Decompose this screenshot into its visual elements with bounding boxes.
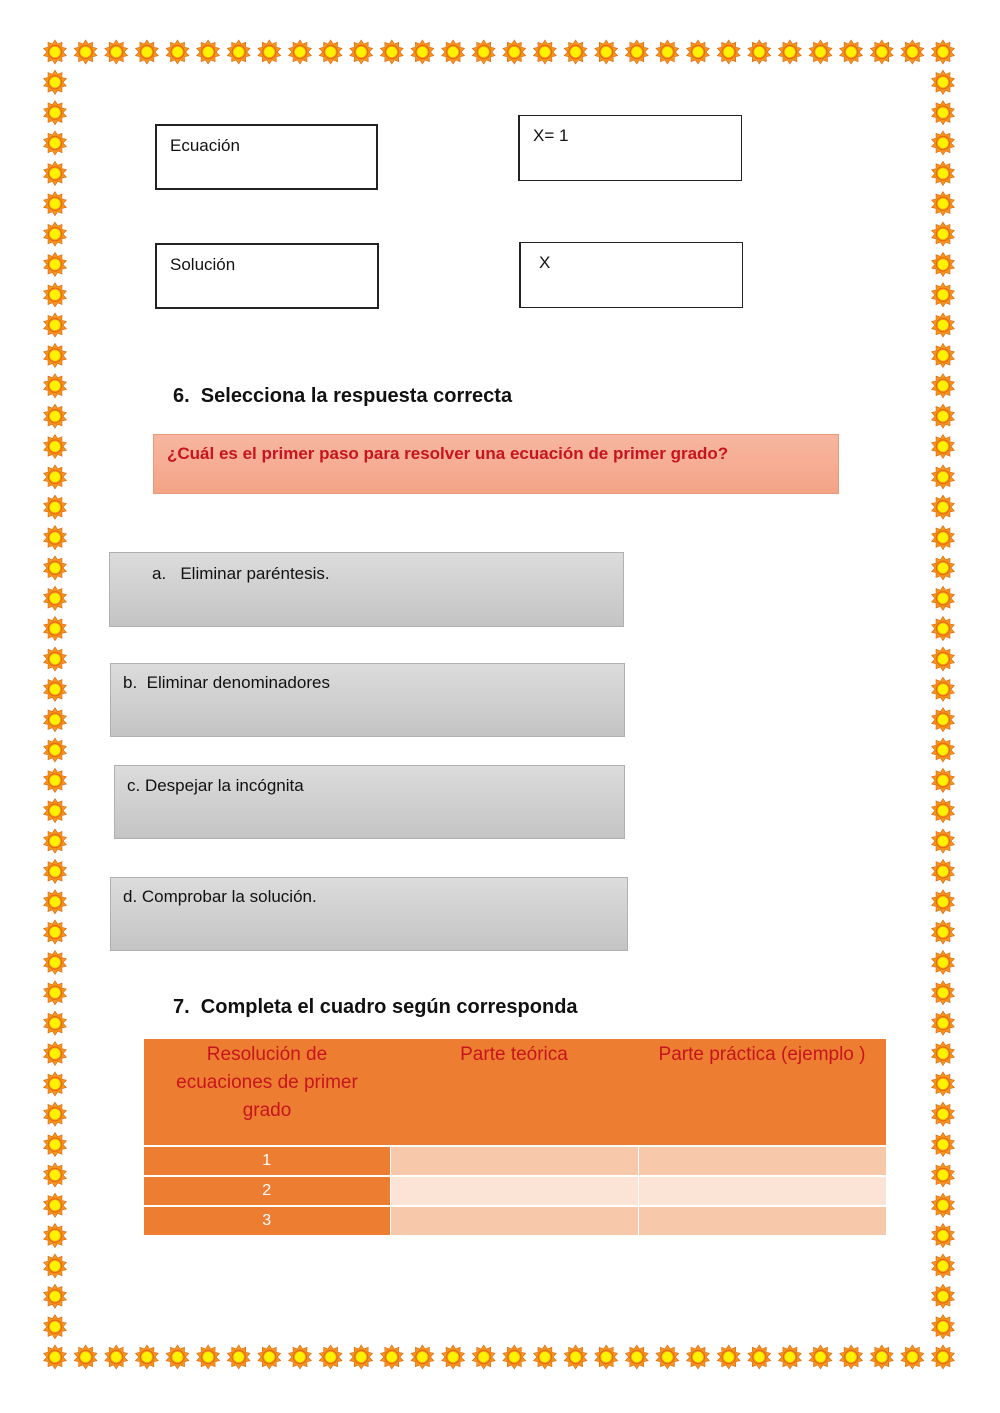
sun-icon	[932, 890, 955, 914]
sun-icon	[595, 1345, 618, 1369]
sun-icon	[105, 1345, 128, 1369]
sun-icon	[932, 70, 955, 94]
sun-icon	[932, 192, 955, 216]
sun-icon	[411, 1345, 434, 1369]
sun-icon	[442, 1345, 465, 1369]
sun-icon	[932, 1315, 955, 1339]
sun-icon	[44, 526, 67, 550]
sun-icon	[350, 1345, 373, 1369]
match-box-x[interactable]	[519, 242, 743, 308]
sun-icon	[932, 829, 955, 853]
sun-icon	[932, 981, 955, 1005]
sun-icon	[932, 1163, 955, 1187]
sun-icon	[932, 404, 955, 428]
sun-icon	[289, 40, 312, 64]
row-number: 1	[144, 1146, 390, 1176]
sun-icon	[932, 1133, 955, 1157]
sun-icon	[901, 40, 924, 64]
sun-icon	[44, 768, 67, 792]
sun-icon	[932, 859, 955, 883]
sun-icon	[932, 920, 955, 944]
sun-icon	[503, 1345, 526, 1369]
sun-icon	[44, 829, 67, 853]
sun-icon	[932, 1011, 955, 1035]
sun-icon	[258, 40, 281, 64]
sun-icon	[166, 40, 189, 64]
row-number: 2	[144, 1176, 390, 1206]
sun-icon	[44, 1042, 67, 1066]
section-7-heading: 7. Completa el cuadro según corresponda	[173, 996, 578, 1018]
sun-icon	[44, 344, 67, 368]
sun-icon	[136, 1345, 159, 1369]
sun-icon	[932, 1102, 955, 1126]
table-row	[144, 1176, 886, 1206]
sun-icon	[44, 1193, 67, 1217]
sun-icon	[687, 40, 710, 64]
sun-icon	[44, 495, 67, 519]
option-a[interactable]	[109, 552, 624, 627]
sun-icon	[319, 1345, 342, 1369]
sun-icon	[44, 435, 67, 459]
sun-icon	[932, 586, 955, 610]
sun-icon	[932, 677, 955, 701]
sun-icon	[319, 40, 342, 64]
sun-icon	[779, 1345, 802, 1369]
sun-icon	[44, 677, 67, 701]
sun-icon	[74, 40, 97, 64]
sun-icon	[44, 1133, 67, 1157]
sun-icon	[901, 1345, 924, 1369]
sun-icon	[44, 1284, 67, 1308]
row-number: 3	[144, 1206, 390, 1236]
sun-icon	[44, 374, 67, 398]
practica-cell[interactable]	[638, 1176, 886, 1206]
sun-icon	[44, 252, 67, 276]
sun-icon	[197, 1345, 220, 1369]
sun-icon	[44, 799, 67, 823]
sun-icon	[748, 40, 771, 64]
option-b[interactable]	[110, 663, 625, 737]
sun-icon	[932, 435, 955, 459]
sun-icon	[534, 40, 557, 64]
sun-icon	[932, 1284, 955, 1308]
sun-icon	[932, 1254, 955, 1278]
sun-icon	[44, 920, 67, 944]
sun-icon	[44, 859, 67, 883]
match-box-label: Solución	[170, 255, 236, 274]
sun-icon	[932, 374, 955, 398]
sun-icon	[687, 1345, 710, 1369]
match-box-ecuacion[interactable]	[155, 124, 378, 190]
sun-icon	[44, 70, 67, 94]
sun-icon	[932, 556, 955, 580]
match-box-solucion[interactable]	[155, 243, 379, 309]
sun-icon	[779, 40, 802, 64]
table-row	[144, 1146, 886, 1176]
sun-icon	[870, 1345, 893, 1369]
sun-icon	[932, 1072, 955, 1096]
option-label: c. Despejar la incógnita	[127, 776, 304, 795]
sun-icon	[44, 1102, 67, 1126]
option-label: d. Comprobar la solución.	[123, 887, 317, 906]
sun-icon	[932, 1193, 955, 1217]
teorica-cell[interactable]	[390, 1176, 638, 1206]
practica-cell[interactable]	[638, 1146, 886, 1176]
sun-icon	[932, 313, 955, 337]
sun-icon	[74, 1345, 97, 1369]
sun-icon	[932, 161, 955, 185]
sun-icon	[564, 1345, 587, 1369]
sun-icon	[932, 40, 955, 64]
table-header-teorica: Parte teórica	[390, 1039, 638, 1146]
sun-icon	[44, 192, 67, 216]
sun-icon	[932, 708, 955, 732]
sun-icon	[656, 40, 679, 64]
sun-icon	[932, 526, 955, 550]
sun-icon	[44, 1163, 67, 1187]
sun-icon	[44, 1224, 67, 1248]
match-box-x-equals-1[interactable]	[518, 115, 742, 181]
match-box-label: X= 1	[533, 126, 569, 145]
sun-icon	[932, 617, 955, 641]
sun-icon	[44, 708, 67, 732]
section-6-heading: 6. Selecciona la respuesta correcta	[173, 385, 513, 407]
sun-icon	[840, 40, 863, 64]
table-header-resolucion: Resolución de ecuaciones de primer grado	[144, 1039, 390, 1146]
sun-icon	[932, 283, 955, 307]
sun-icon	[717, 40, 740, 64]
sun-icon	[932, 1224, 955, 1248]
sun-icon	[44, 465, 67, 489]
sun-icon	[625, 1345, 648, 1369]
sun-icon	[44, 617, 67, 641]
sun-icon	[44, 556, 67, 580]
sun-icon	[472, 40, 495, 64]
option-label: a. Eliminar paréntesis.	[152, 564, 330, 583]
sun-icon	[380, 1345, 403, 1369]
sun-icon	[44, 1254, 67, 1278]
sun-icon	[534, 1345, 557, 1369]
sun-icon	[44, 40, 67, 64]
sun-icon	[44, 161, 67, 185]
sun-icon	[44, 647, 67, 671]
sun-icon	[197, 40, 220, 64]
sun-icon	[870, 40, 893, 64]
completion-table	[144, 1039, 886, 1237]
sun-icon	[350, 40, 373, 64]
teorica-cell[interactable]	[390, 1206, 638, 1236]
sun-icon	[809, 40, 832, 64]
sun-icon	[44, 951, 67, 975]
practica-cell[interactable]	[638, 1206, 886, 1236]
teorica-cell[interactable]	[390, 1146, 638, 1176]
sun-icon	[442, 40, 465, 64]
sun-icon	[44, 1072, 67, 1096]
sun-icon	[166, 1345, 189, 1369]
sun-icon	[258, 1345, 281, 1369]
sun-icon	[503, 40, 526, 64]
sun-icon	[932, 101, 955, 125]
option-c[interactable]	[114, 765, 625, 839]
sun-icon	[136, 40, 159, 64]
sun-icon	[564, 40, 587, 64]
sun-icon	[932, 344, 955, 368]
sun-icon	[595, 40, 618, 64]
sun-icon	[44, 890, 67, 914]
sun-icon	[411, 40, 434, 64]
sun-icon	[656, 1345, 679, 1369]
sun-icon	[932, 222, 955, 246]
sun-icon	[932, 647, 955, 671]
table-row	[144, 1206, 886, 1236]
sun-icon	[289, 1345, 312, 1369]
sun-icon	[380, 40, 403, 64]
match-box-label: Ecuación	[170, 136, 240, 155]
sun-icon	[472, 1345, 495, 1369]
sun-icon	[932, 1042, 955, 1066]
sun-icon	[44, 586, 67, 610]
sun-icon	[625, 40, 648, 64]
sun-icon	[717, 1345, 740, 1369]
sun-icon	[932, 1345, 955, 1369]
sun-icon	[44, 1345, 67, 1369]
table-header-practica: Parte práctica (ejemplo )	[638, 1039, 886, 1146]
sun-icon	[44, 222, 67, 246]
option-d[interactable]	[110, 877, 628, 951]
sun-icon	[227, 40, 250, 64]
sun-icon	[227, 1345, 250, 1369]
sun-icon	[932, 465, 955, 489]
sun-icon	[932, 951, 955, 975]
option-label: b. Eliminar denominadores	[123, 673, 330, 692]
sun-icon	[44, 738, 67, 762]
sun-icon	[932, 495, 955, 519]
sun-icon	[932, 799, 955, 823]
sun-icon	[44, 101, 67, 125]
sun-icon	[44, 313, 67, 337]
sun-icon	[932, 252, 955, 276]
sun-icon	[44, 1011, 67, 1035]
sun-icon	[748, 1345, 771, 1369]
sun-icon	[44, 131, 67, 155]
sun-icon	[809, 1345, 832, 1369]
sun-icon	[44, 1315, 67, 1339]
sun-icon	[932, 131, 955, 155]
sun-icon	[932, 768, 955, 792]
sun-icon	[44, 981, 67, 1005]
sun-icon	[44, 404, 67, 428]
sun-icon	[44, 283, 67, 307]
sun-icon	[105, 40, 128, 64]
match-box-label: X	[539, 253, 551, 272]
question-banner: ¿Cuál es el primer paso para resolver una ecuación de primer grado?	[153, 434, 839, 494]
sun-icon	[932, 738, 955, 762]
sun-icon	[840, 1345, 863, 1369]
